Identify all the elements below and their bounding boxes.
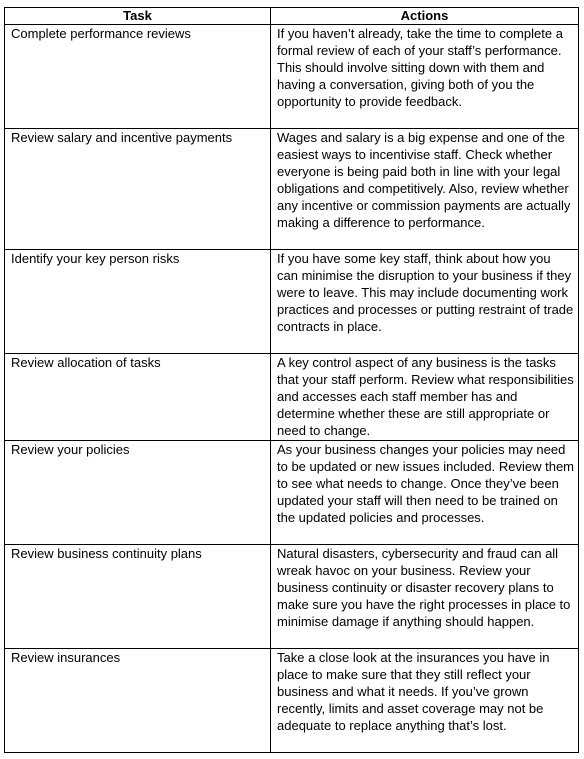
action-cell: A key control aspect of any business is the tasks that your staff perform. Review what responsibilities and accesses each staff member has and determine whether these are still appropriate or need to change. xyxy=(271,354,579,441)
table-row xyxy=(5,441,579,545)
task-actions-table xyxy=(4,7,579,753)
header-task: Task xyxy=(5,8,271,25)
task-cell: Identify your key person risks xyxy=(5,250,271,354)
table-row xyxy=(5,354,579,441)
table-header-row xyxy=(5,8,579,25)
action-cell: If you haven’t already, take the time to complete a formal review of each of your staff’s performance. This should involve sitting down with them and having a conversation, giving both of you the opportunity to provide feedback. xyxy=(271,25,579,129)
action-cell: Wages and salary is a big expense and one of the easiest ways to incentivise staff. Check whether everyone is being paid both in line with your legal obligations and competitively. Also, review whether any incentive or commission payments are actually making a difference to performance. xyxy=(271,129,579,250)
task-cell: Review business continuity plans xyxy=(5,545,271,649)
action-cell: As your business changes your policies may need to be updated or new issues included. Review them to see what needs to change. Once they’ve been updated your staff will then need to be trained on the updated policies and processes. xyxy=(271,441,579,545)
task-cell: Review allocation of tasks xyxy=(5,354,271,441)
task-cell: Review salary and incentive payments xyxy=(5,129,271,250)
header-actions: Actions xyxy=(271,8,579,25)
table-row xyxy=(5,649,579,753)
task-cell: Review insurances xyxy=(5,649,271,753)
action-cell: Natural disasters, cybersecurity and fraud can all wreak havoc on your business. Review your business continuity or disaster recovery plans to make sure you have the right processes in place to minimise damage if anything should happen. xyxy=(271,545,579,649)
task-cell: Review your policies xyxy=(5,441,271,545)
table-row xyxy=(5,250,579,354)
action-cell: If you have some key staff, think about how you can minimise the disruption to your business if they were to leave. This may include documenting work practices and processes or putting restraint of trade contracts in place. xyxy=(271,250,579,354)
action-cell: Take a close look at the insurances you have in place to make sure that they still reflect your business and what it needs. If you’ve grown recently, limits and asset coverage may not be adequate to replace anything that’s lost. xyxy=(271,649,579,753)
table-row xyxy=(5,129,579,250)
table-row xyxy=(5,545,579,649)
task-cell: Complete performance reviews xyxy=(5,25,271,129)
table-row xyxy=(5,25,579,129)
